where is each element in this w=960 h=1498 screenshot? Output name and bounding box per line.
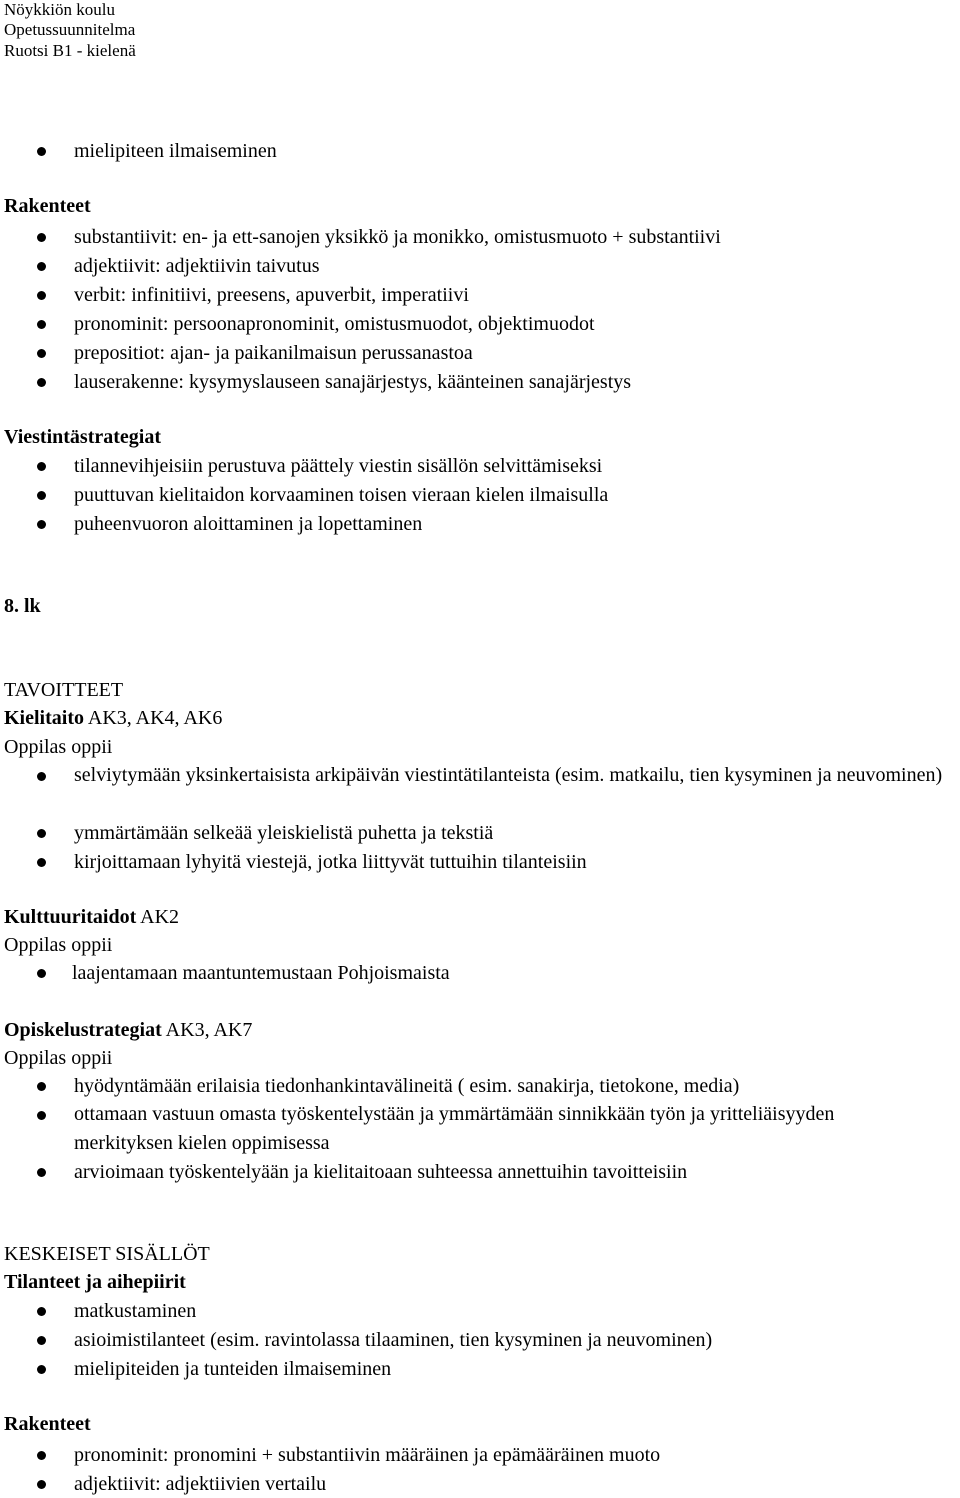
bullet-icon: [37, 829, 46, 838]
bullet-icon: [37, 858, 46, 867]
bullet-icon: [37, 462, 46, 471]
list-item: tilannevihjeisiin perustuva päättely viestin sisällön selvittämiseksi: [74, 455, 603, 477]
section-heading-rakenteet: Rakenteet: [4, 195, 91, 217]
grade-heading: 8. lk: [4, 595, 41, 617]
list-item: ymmärtämään selkeää yleiskielistä puhetta ja tekstiä: [74, 822, 494, 844]
bullet-icon: [37, 147, 46, 156]
bullet-icon: [37, 1365, 46, 1374]
list-item: verbit: infinitiivi, preesens, apuverbit, imperatiivi: [74, 284, 469, 306]
list-item: arvioimaan työskentelyään ja kielitaitoaan suhteessa annettuihin tavoitteisiin: [74, 1161, 688, 1183]
bullet-icon: [37, 1480, 46, 1489]
list-item: kirjoittamaan lyhyitä viestejä, jotka liittyvät tuttuihin tilanteisiin: [74, 851, 587, 873]
list-item: asioimistilanteet (esim. ravintolassa tilaaminen, tien kysyminen ja neuvominen): [74, 1329, 713, 1351]
kielitaito-codes: AK3, AK4, AK6: [83, 707, 223, 729]
bullet-icon: [37, 1336, 46, 1345]
kulttuuri-lead: Oppilas oppii: [4, 934, 113, 956]
subject-name: Ruotsi B1 - kielenä: [4, 41, 136, 60]
section-heading-tilanteet: Tilanteet ja aihepiirit: [4, 1271, 186, 1293]
list-item: laajentamaan maantuntemustaan Pohjoismaista: [72, 962, 450, 984]
kielitaito-lead: Oppilas oppii: [4, 736, 113, 758]
kulttuuri-codes: AK2: [136, 906, 180, 928]
opiskelu-label: Opiskelustrategiat: [4, 1019, 162, 1041]
kulttuuri-heading: [4, 904, 179, 930]
list-item: puuttuvan kielitaidon korvaaminen toisen vieraan kielen ilmaisulla: [74, 484, 609, 506]
list-item: mielipiteen ilmaiseminen: [74, 140, 277, 162]
bullet-icon: [37, 1111, 46, 1120]
list-item: adjektiivit: adjektiivien vertailu: [74, 1473, 327, 1495]
opiskelu-codes: AK3, AK7: [161, 1019, 253, 1041]
opiskelu-heading: [4, 1017, 252, 1043]
bullet-icon: [37, 320, 46, 329]
bullet-icon: [37, 491, 46, 500]
document-name: Opetussuunnitelma: [4, 20, 136, 39]
bullet-icon: [37, 262, 46, 271]
list-item: mielipiteiden ja tunteiden ilmaiseminen: [74, 1358, 392, 1380]
kulttuuri-label: Kulttuuritaidot: [4, 906, 137, 928]
list-item: lauserakenne: kysymyslauseen sanajärjestys, käänteinen sanajärjestys: [74, 371, 632, 393]
section-heading-rakenteet: Rakenteet: [4, 1413, 91, 1435]
list-item: pronominit: persoonapronominit, omistusmuodot, objektimuodot: [74, 313, 595, 335]
kielitaito-heading: [4, 705, 222, 731]
bullet-icon: [37, 1451, 46, 1460]
list-item: adjektiivit: adjektiivin taivutus: [74, 255, 320, 277]
list-item: selviytymään yksinkertaisista arkipäivän viestintätilanteista (esim. matkailu, tien kysyminen ja neuvominen): [74, 764, 943, 786]
list-item: matkustaminen: [74, 1300, 197, 1322]
list-item: substantiivit: en- ja ett-sanojen yksikkö ja monikko, omistusmuoto + substantiivi: [74, 226, 721, 248]
bullet-icon: [37, 1168, 46, 1177]
kielitaito-label: Kielitaito: [4, 707, 84, 729]
bullet-icon: [37, 520, 46, 529]
goals-heading: TAVOITTEET: [4, 679, 124, 701]
list-item: pronominit: pronomini + substantiivin määräinen ja epämääräinen muoto: [74, 1444, 661, 1466]
list-item: puheenvuoron aloittaminen ja lopettaminen: [74, 513, 423, 535]
list-item: prepositiot: ajan- ja paikanilmaisun perussanastoa: [74, 342, 473, 364]
school-name: Nöykkiön koulu: [4, 0, 115, 19]
list-item: hyödyntämään erilaisia tiedonhankintavälineitä ( esim. sanakirja, tietokone, media): [74, 1075, 740, 1097]
bullet-icon: [37, 772, 46, 781]
bullet-icon: [37, 969, 46, 978]
core-content-heading: KESKEISET SISÄLLÖT: [4, 1243, 210, 1265]
opiskelu-lead: Oppilas oppii: [4, 1047, 113, 1069]
bullet-icon: [37, 378, 46, 387]
bullet-icon: [37, 1082, 46, 1091]
section-heading-viestintastrategiat: Viestintästrategiat: [4, 426, 161, 448]
bullet-icon: [37, 233, 46, 242]
list-item: ottamaan vastuun omasta työskentelystään ja ymmärtämään sinnikkään työn ja yritteliäisyyden merkityksen kielen oppimisessa: [74, 1103, 835, 1154]
bullet-icon: [37, 291, 46, 300]
bullet-icon: [37, 349, 46, 358]
bullet-icon: [37, 1307, 46, 1316]
